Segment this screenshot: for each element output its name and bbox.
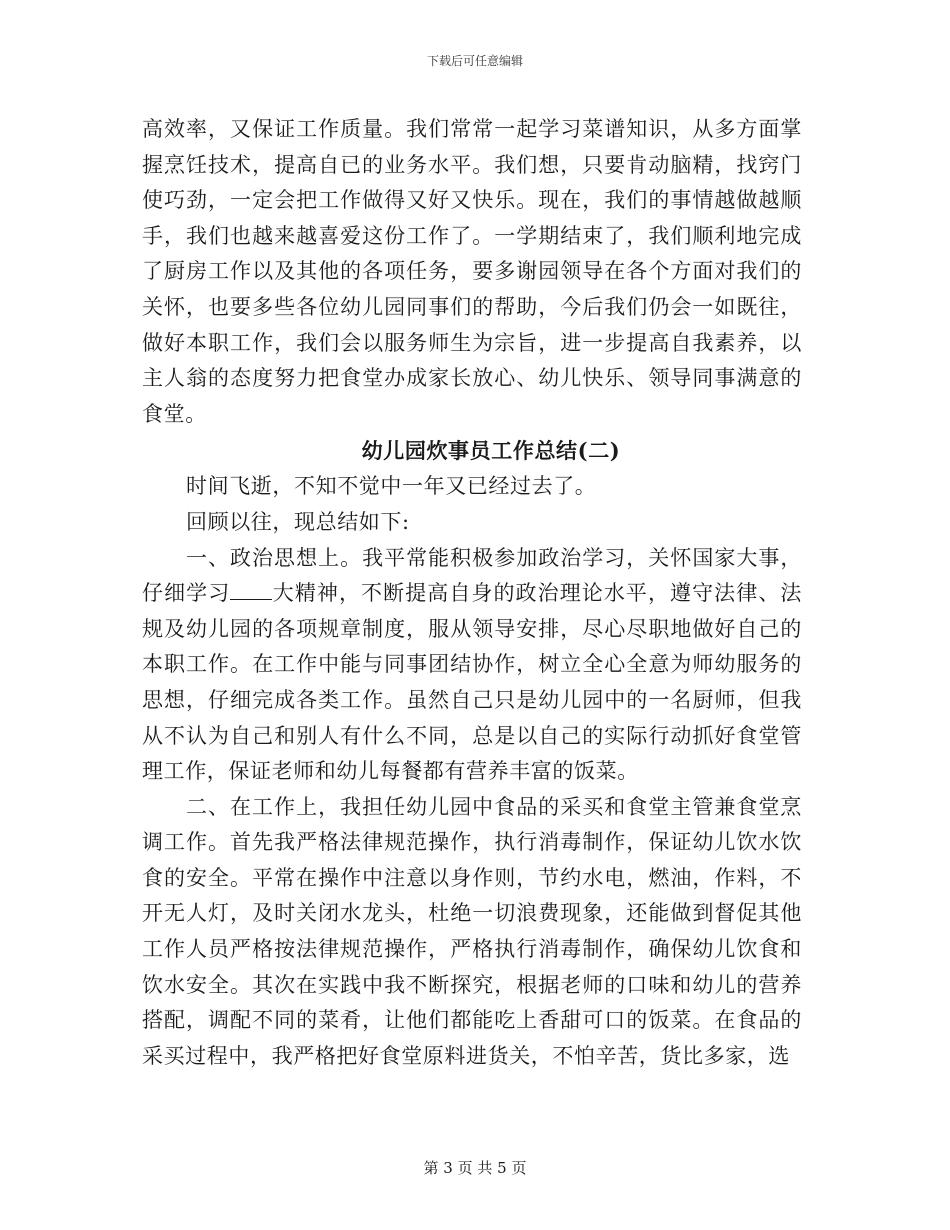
- document-body: [142, 112, 802, 1074]
- paragraph-work: 二、在工作上，我担任幼儿园中食品的采买和食堂主管兼食堂烹调工作。首先我严格法律规范操作，执行消毒制作，保证幼儿饮水饮食的安全。平常在操作中注意以身作则，节约水电，燃油，作料，不开无人灯，及时关闭水龙头，杜绝一切浪费现象，还能做到督促其他工作人员严格按法律规范操作，严格执行消毒制作，确保幼儿饮食和饮水安全。其次在实践中我不断探究，根据老师的口味和幼儿的营养搭配，调配不同的菜肴，让他们都能吃上香甜可口的饭菜。在食品的采买过程中，我严格把好食堂原料进货关，不怕辛苦，货比多家，选: [142, 794, 802, 1068]
- paragraph-political-part2: 大精神，不断提高自身的政治理论水平，遵守法律、法规及幼儿园的各项规章制度，服从领导安排，尽心尽职地做好自己的本职工作。在工作中能与同事团结协作，树立全心全意为师幼服务的思想，仔细完成各类工作。虽然自己只是幼儿园中的一名厨师，但我从不认为自己和别人有什么不同，总是以自己的实际行动抓好食堂管理工作，保证老师和幼儿每餐都有营养丰富的饭菜。: [142, 581, 802, 784]
- paragraph-opening: 时间飞逝，不知不觉中一年又已经过去了。: [186, 474, 597, 499]
- fill-in-blank: [230, 581, 272, 600]
- paragraph-review: 回顾以往，现总结如下:: [186, 509, 410, 534]
- page-number: 第 3 页 共 5 页: [423, 1159, 527, 1177]
- section-title: 幼儿园炊事员工作总结(二): [361, 438, 621, 464]
- intro-paragraph: 高效率，又保证工作质量。我们常常一起学习菜谱知识，从多方面掌握烹饪技术，提高自已的业务水平。我们想，只要肯动脑精，找窍门使巧劲，一定会把工作做得又好又快乐。现在，我们的事情越做越顺手，我们也越来越喜爱这份工作了。一学期结束了，我们顺利地完成了厨房工作以及其他的各项任务，要多谢园领导在各个方面对我们的关怀，也要多些各位幼儿园同事们的帮助，今后我们仍会一如既往，做好本职工作，我们会以服务师生为宗旨，进一步提高自我素养，以主人翁的态度努力把食堂办成家长放心、幼儿快乐、领导同事满意的食堂。: [142, 117, 802, 426]
- paragraph-political-part1: 一、政治思想上。我平常能积极参加政治学习，关怀国家大事，仔细学习: [142, 545, 802, 606]
- page-header-note: 下载后可任意编辑: [426, 54, 523, 68]
- paragraph-political: [142, 541, 802, 790]
